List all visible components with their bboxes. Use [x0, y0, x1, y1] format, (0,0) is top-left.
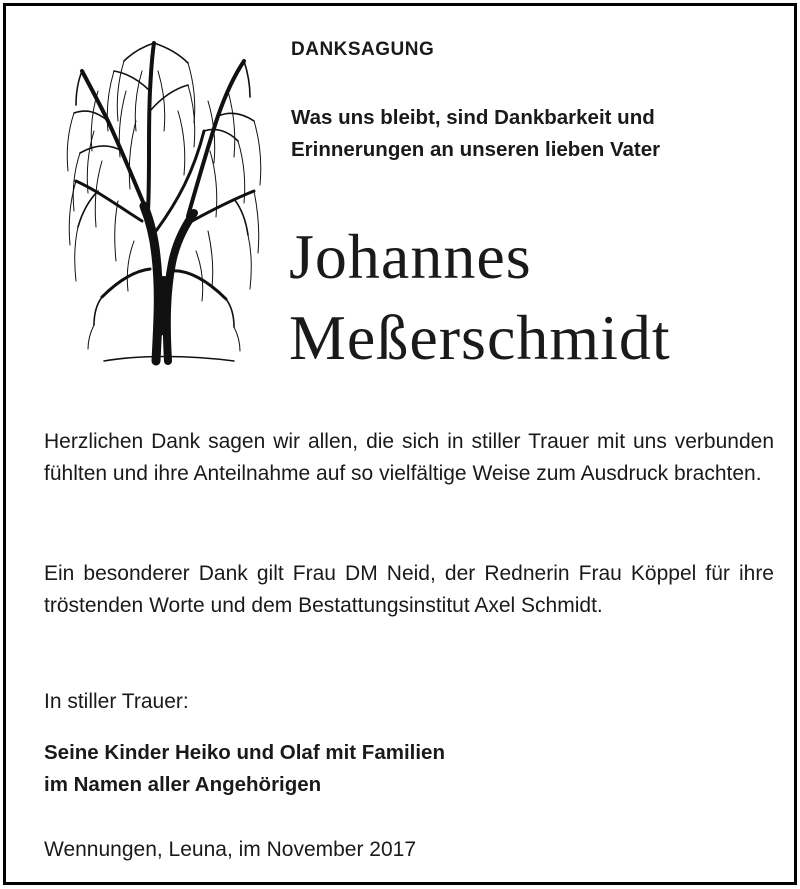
obituary-frame — [3, 3, 797, 885]
tree-icon — [38, 31, 268, 366]
first-name: Johannes — [289, 221, 532, 292]
place-date: Wennungen, Leuna, im November 2017 — [44, 838, 417, 861]
special-thanks-paragraph: Ein besonderer Dank gilt Frau DM Neid, der Rednerin Frau Köppel für ihre tröstenden Worte und dem Bestattungsinstitut Axel Schmidt. — [44, 562, 774, 617]
intro-text — [291, 102, 771, 166]
thanks-paragraph: Herzlichen Dank sagen wir allen, die sich in stiller Trauer mit uns verbunden fühlten und ihre Anteilnahme auf so vielfältige Weise zum Ausdruck brachten. — [44, 430, 774, 485]
signer-line: Seine Kinder Heiko und Olaf mit Familien — [44, 741, 445, 764]
notice-heading: DANKSAGUNG — [291, 39, 435, 60]
signer-line: im Namen aller Angehörigen — [44, 773, 322, 796]
last-name: Meßerschmidt — [289, 302, 671, 373]
deceased-name — [289, 216, 671, 378]
signers — [44, 737, 744, 801]
mourning-line: In stiller Trauer: — [44, 690, 189, 713]
intro-line: Erinnerungen an unseren lieben Vater — [291, 138, 661, 161]
intro-line: Was uns bleibt, sind Dankbarkeit und — [291, 106, 655, 129]
